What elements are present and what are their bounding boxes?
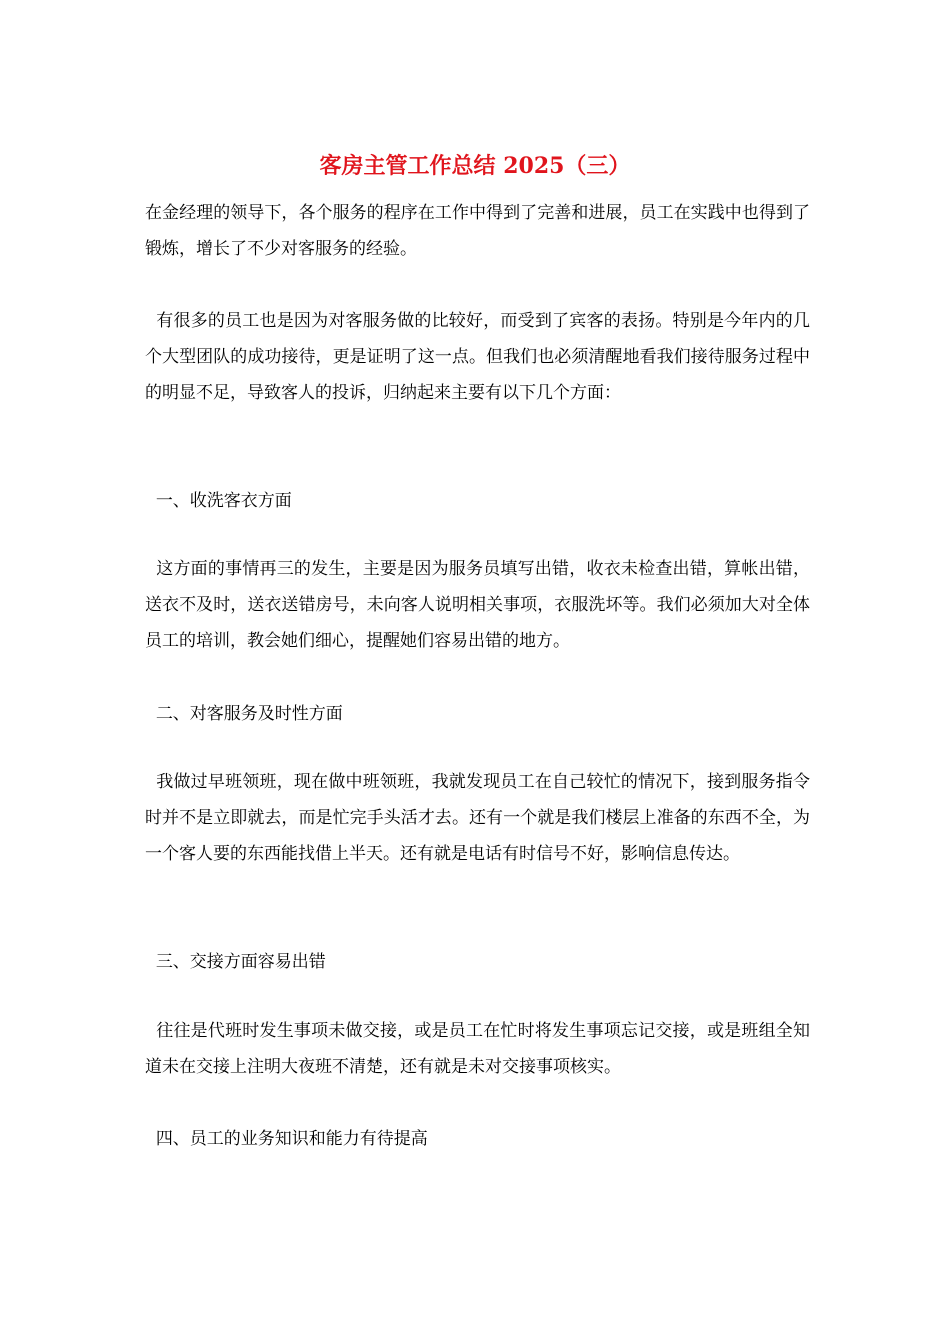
paragraph-laundry: 这方面的事情再三的发生，主要是因为服务员填写出错，收衣未检查出错，算帐出错，送衣不及时，送衣送错房号，未向客人说明相关事项，衣服洗坏等。我们必须加大对全体员工的培训，教会她们细心，提醒她们容易出错的地方。 xyxy=(145,559,811,651)
section-heading-timeliness: 二、对客服务及时性方面 xyxy=(145,704,343,724)
paragraph-timeliness: 我做过早班领班，现在做中班领班，我就发现员工在自己较忙的情况下，接到服务指令时并不是立即就去，而是忙完手头活才去。还有一个就是我们楼层上准备的东西不全，为一个客人要的东西能找借上半天。还有就是电话有时信号不好，影响信息传达。 xyxy=(145,772,811,864)
section-heading-handover: 三、交接方面容易出错 xyxy=(145,952,326,972)
section-heading-laundry: 一、收洗客衣方面 xyxy=(145,491,292,511)
paragraph-handover: 往往是代班时发生事项未做交接，或是员工在忙时将发生事项忘记交接，或是班组全知道未在交接上注明大夜班不清楚，还有就是未对交接事项核实。 xyxy=(145,1021,811,1077)
section-heading-staff-skills: 四、员工的业务知识和能力有待提高 xyxy=(145,1129,428,1149)
paragraph-intro: 在金经理的领导下，各个服务的程序在工作中得到了完善和进展，员工在实践中也得到了锻炼，增长了不少对客服务的经验。 xyxy=(145,203,810,259)
paragraph-praise-and-shortcomings: 有很多的员工也是因为对客服务做的比较好，而受到了宾客的表扬。特别是今年内的几个大型团队的成功接待，更是证明了这一点。但我们也必须清醒地看我们接待服务过程中的明显不足，导致客人的投诉，归纳起来主要有以下几个方面： xyxy=(145,311,811,403)
document-title: 客房主管工作总结 2025（三） xyxy=(319,153,631,179)
